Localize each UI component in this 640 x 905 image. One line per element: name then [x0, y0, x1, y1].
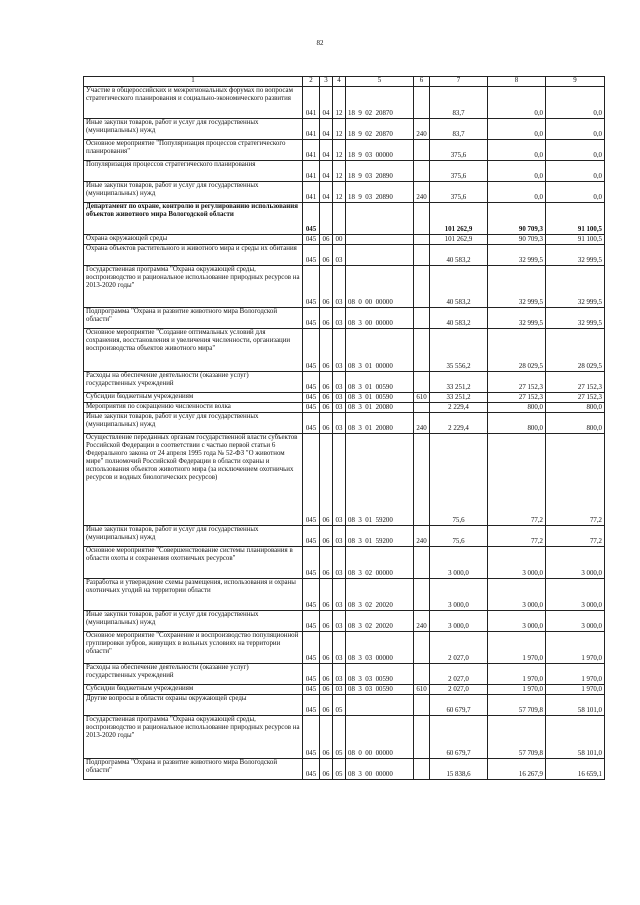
admin-code: 045	[303, 695, 320, 716]
amount-year-3: 1 970,0	[546, 664, 605, 685]
expense-type-code	[414, 203, 430, 235]
table-row	[84, 664, 605, 685]
expense-type-code	[414, 235, 430, 245]
amount-year-1: 33 251,2	[430, 372, 488, 393]
column-header: 8	[488, 77, 546, 87]
amount-year-2: 32 999,5	[488, 245, 546, 266]
amount-year-3: 28 029,5	[546, 329, 605, 372]
expense-type-code	[414, 547, 430, 579]
table-row	[84, 413, 605, 434]
column-header: 6	[414, 77, 430, 87]
amount-year-1: 3 000,0	[430, 547, 488, 579]
subsection-code: 03	[333, 632, 346, 664]
section-code: 06	[320, 434, 333, 526]
amount-year-3: 0,0	[546, 182, 605, 203]
amount-year-1: 83,7	[430, 87, 488, 119]
target-article-code: 08 3 01 00000	[346, 329, 414, 372]
section-code: 06	[320, 685, 333, 695]
admin-code: 045	[303, 245, 320, 266]
row-description: Мероприятия по сокращению численности волка	[84, 403, 303, 413]
target-article-code: 08 3 01 00590	[346, 393, 414, 403]
target-article-code	[346, 245, 414, 266]
row-description: Подпрограмма "Охрана и развитие животного мира Вологодской области"	[84, 308, 303, 329]
expense-type-code	[414, 759, 430, 780]
section-code: 06	[320, 716, 333, 759]
amount-year-1: 375,6	[430, 140, 488, 161]
amount-year-3: 91 100,5	[546, 203, 605, 235]
admin-code: 045	[303, 611, 320, 632]
subsection-code: 05	[333, 759, 346, 780]
expense-type-code	[414, 632, 430, 664]
section-code: 06	[320, 759, 333, 780]
amount-year-2: 0,0	[488, 161, 546, 182]
admin-code: 045	[303, 372, 320, 393]
target-article-code: 18 9 03 20890	[346, 161, 414, 182]
admin-code: 041	[303, 182, 320, 203]
target-article-code: 08 3 01 20080	[346, 403, 414, 413]
target-article-code: 08 0 00 00000	[346, 266, 414, 308]
subsection-code: 03	[333, 245, 346, 266]
target-article-code	[346, 235, 414, 245]
admin-code: 045	[303, 547, 320, 579]
amount-year-2: 27 152,3	[488, 372, 546, 393]
amount-year-1: 60 679,7	[430, 695, 488, 716]
subsection-code: 03	[333, 547, 346, 579]
amount-year-3: 0,0	[546, 119, 605, 140]
amount-year-3: 77,2	[546, 526, 605, 547]
amount-year-1: 83,7	[430, 119, 488, 140]
target-article-code	[346, 695, 414, 716]
expense-type-code	[414, 266, 430, 308]
section-code	[320, 203, 333, 235]
admin-code: 041	[303, 140, 320, 161]
amount-year-3: 58 101,0	[546, 716, 605, 759]
table-row	[84, 182, 605, 203]
subsection-code: 03	[333, 664, 346, 685]
target-article-code: 08 0 00 00000	[346, 716, 414, 759]
column-header: 9	[546, 77, 605, 87]
target-article-code: 08 3 00 00000	[346, 759, 414, 780]
subsection-code: 05	[333, 695, 346, 716]
amount-year-3: 32 999,5	[546, 245, 605, 266]
target-article-code: 08 3 03 00590	[346, 685, 414, 695]
expense-type-code: 240	[414, 526, 430, 547]
row-description: Другие вопросы в области охраны окружающей среды	[84, 695, 303, 716]
amount-year-3: 91 100,5	[546, 235, 605, 245]
section-code: 06	[320, 579, 333, 611]
amount-year-2: 57 709,8	[488, 716, 546, 759]
amount-year-3: 32 999,5	[546, 308, 605, 329]
budget-table	[83, 76, 605, 780]
amount-year-2: 3 000,0	[488, 579, 546, 611]
target-article-code	[346, 203, 414, 235]
row-description: Государственная программа "Охрана окружающей среды, воспроизводство и рациональное использование природных ресурсов на 2013-2020 годы"	[84, 266, 303, 308]
target-article-code: 08 3 01 20080	[346, 413, 414, 434]
admin-code: 045	[303, 329, 320, 372]
column-header: 3	[320, 77, 333, 87]
target-article-code: 08 3 01 59200	[346, 434, 414, 526]
amount-year-2: 90 709,3	[488, 203, 546, 235]
amount-year-2: 800,0	[488, 403, 546, 413]
amount-year-2: 27 152,3	[488, 393, 546, 403]
amount-year-2: 1 970,0	[488, 664, 546, 685]
amount-year-3: 27 152,3	[546, 372, 605, 393]
amount-year-2: 0,0	[488, 87, 546, 119]
amount-year-3: 3 000,0	[546, 579, 605, 611]
amount-year-3: 800,0	[546, 403, 605, 413]
row-description: Иные закупки товаров, работ и услуг для государственных (муниципальных) нужд	[84, 413, 303, 434]
admin-code: 045	[303, 413, 320, 434]
section-code: 06	[320, 329, 333, 372]
table-row	[84, 140, 605, 161]
expense-type-code	[414, 695, 430, 716]
target-article-code: 08 3 03 00590	[346, 664, 414, 685]
amount-year-1: 35 556,2	[430, 329, 488, 372]
section-code: 06	[320, 393, 333, 403]
expense-type-code	[414, 308, 430, 329]
table-row	[84, 547, 605, 579]
expense-type-code	[414, 329, 430, 372]
section-code: 04	[320, 182, 333, 203]
section-code: 06	[320, 632, 333, 664]
target-article-code: 18 9 02 20870	[346, 87, 414, 119]
subsection-code: 03	[333, 685, 346, 695]
amount-year-3: 3 000,0	[546, 611, 605, 632]
amount-year-1: 2 027,0	[430, 664, 488, 685]
amount-year-1: 33 251,2	[430, 393, 488, 403]
amount-year-3: 27 152,3	[546, 393, 605, 403]
amount-year-2: 0,0	[488, 140, 546, 161]
row-description: Расходы на обеспечение деятельности (оказание услуг) государственных учреждений	[84, 372, 303, 393]
subsection-code: 03	[333, 308, 346, 329]
amount-year-2: 3 000,0	[488, 611, 546, 632]
amount-year-2: 77,2	[488, 526, 546, 547]
expense-type-code	[414, 579, 430, 611]
section-code: 04	[320, 119, 333, 140]
column-header-row	[84, 77, 605, 87]
subsection-code: 12	[333, 119, 346, 140]
admin-code: 045	[303, 526, 320, 547]
admin-code: 045	[303, 632, 320, 664]
subsection-code: 03	[333, 434, 346, 526]
section-code: 06	[320, 235, 333, 245]
amount-year-3: 58 101,0	[546, 695, 605, 716]
table-row	[84, 611, 605, 632]
row-description: Популяризация процессов стратегического планирования	[84, 161, 303, 182]
row-description: Основное мероприятие "Создание оптимальных условий для сохранения, восстановления и увеличения численности, организации воспроизводства объектов животного мира"	[84, 329, 303, 372]
amount-year-1: 75,6	[430, 526, 488, 547]
table-row	[84, 695, 605, 716]
table-row	[84, 161, 605, 182]
row-description: Департамент по охране, контролю и регулированию использования объектов животного мира Вологодской области	[84, 203, 303, 235]
expense-type-code	[414, 664, 430, 685]
row-description: Охрана объектов растительного и животного мира и среды их обитания	[84, 245, 303, 266]
amount-year-3: 0,0	[546, 87, 605, 119]
admin-code: 045	[303, 434, 320, 526]
amount-year-2: 1 970,0	[488, 632, 546, 664]
subsection-code: 03	[333, 393, 346, 403]
amount-year-2: 16 267,9	[488, 759, 546, 780]
admin-code: 045	[303, 203, 320, 235]
row-description: Иные закупки товаров, работ и услуг для государственных (муниципальных) нужд	[84, 119, 303, 140]
table-row	[84, 329, 605, 372]
table-row	[84, 245, 605, 266]
expense-type-code	[414, 716, 430, 759]
target-article-code: 08 3 02 00000	[346, 547, 414, 579]
row-description: Субсидии бюджетным учреждениям	[84, 685, 303, 695]
admin-code: 045	[303, 403, 320, 413]
amount-year-2: 1 970,0	[488, 685, 546, 695]
subsection-code: 03	[333, 372, 346, 393]
target-article-code: 08 3 02 20020	[346, 579, 414, 611]
amount-year-3: 77,2	[546, 434, 605, 526]
amount-year-3: 1 970,0	[546, 632, 605, 664]
section-code: 06	[320, 413, 333, 434]
table-row	[84, 434, 605, 526]
row-description: Охрана окружающей среды	[84, 235, 303, 245]
section-code: 06	[320, 547, 333, 579]
section-code: 06	[320, 372, 333, 393]
expense-type-code	[414, 403, 430, 413]
amount-year-2: 77,2	[488, 434, 546, 526]
table-row	[84, 372, 605, 393]
section-code: 06	[320, 403, 333, 413]
target-article-code: 18 9 02 20870	[346, 119, 414, 140]
column-header: 5	[346, 77, 414, 87]
column-header: 1	[84, 77, 303, 87]
section-code: 06	[320, 695, 333, 716]
subsection-code: 03	[333, 611, 346, 632]
subsection-code: 03	[333, 329, 346, 372]
amount-year-1: 2 229,4	[430, 403, 488, 413]
row-description: Осуществление переданных органам государственной власти субъектов Российской Федерации в соответствии с частью первой статьи 6 Федерального закона от 24 апреля 1995 года № 52-ФЗ "О животном мире" полномочий Российской Федерации в области охраны и использования объектов животного мира (за исключением охотничьих ресурсов и водных биологических ресурсов)	[84, 434, 303, 526]
amount-year-1: 3 000,0	[430, 579, 488, 611]
expense-type-code	[414, 245, 430, 266]
section-code: 04	[320, 87, 333, 119]
table-body	[84, 77, 605, 780]
row-description: Основное мероприятие "Совершенствование системы планирования в области охоты и сохранения охотничьих ресурсов"	[84, 547, 303, 579]
table-row	[84, 308, 605, 329]
admin-code: 045	[303, 266, 320, 308]
amount-year-2: 3 000,0	[488, 547, 546, 579]
section-code: 06	[320, 266, 333, 308]
amount-year-1: 40 583,2	[430, 245, 488, 266]
subsection-code: 03	[333, 266, 346, 308]
amount-year-1: 375,6	[430, 161, 488, 182]
section-code: 06	[320, 526, 333, 547]
section-code: 04	[320, 140, 333, 161]
target-article-code: 08 3 02 20020	[346, 611, 414, 632]
admin-code: 041	[303, 87, 320, 119]
row-description: Разработка и утверждение схемы размещения, использования и охраны охотничьих угодий на территории области	[84, 579, 303, 611]
table-row	[84, 87, 605, 119]
page-number: 82	[316, 39, 324, 47]
row-description: Субсидии бюджетным учреждениям	[84, 393, 303, 403]
amount-year-1: 60 679,7	[430, 716, 488, 759]
expense-type-code: 240	[414, 611, 430, 632]
subsection-code: 12	[333, 161, 346, 182]
amount-year-1: 375,6	[430, 182, 488, 203]
amount-year-3: 1 970,0	[546, 685, 605, 695]
amount-year-3: 32 999,5	[546, 266, 605, 308]
subsection-code: 12	[333, 87, 346, 119]
amount-year-2: 32 999,5	[488, 308, 546, 329]
target-article-code: 18 9 03 20890	[346, 182, 414, 203]
amount-year-1: 15 838,6	[430, 759, 488, 780]
subsection-code: 03	[333, 579, 346, 611]
row-description: Основное мероприятие "Популяризация процессов стратегического планирования"	[84, 140, 303, 161]
amount-year-3: 3 000,0	[546, 547, 605, 579]
amount-year-2: 90 709,3	[488, 235, 546, 245]
amount-year-3: 800,0	[546, 413, 605, 434]
subsection-code	[333, 203, 346, 235]
expense-type-code: 610	[414, 393, 430, 403]
table-row	[84, 579, 605, 611]
table-row	[84, 685, 605, 695]
amount-year-1: 101 262,9	[430, 203, 488, 235]
table-row	[84, 716, 605, 759]
amount-year-1: 2 027,0	[430, 685, 488, 695]
amount-year-3: 0,0	[546, 140, 605, 161]
target-article-code: 08 3 03 00000	[346, 632, 414, 664]
amount-year-3: 16 659,1	[546, 759, 605, 780]
table-row	[84, 203, 605, 235]
subsection-code: 12	[333, 182, 346, 203]
column-header: 2	[303, 77, 320, 87]
row-description: Расходы на обеспечение деятельности (оказание услуг) государственных учреждений	[84, 664, 303, 685]
amount-year-1: 3 000,0	[430, 611, 488, 632]
expense-type-code	[414, 140, 430, 161]
amount-year-1: 40 583,2	[430, 266, 488, 308]
expense-type-code: 240	[414, 182, 430, 203]
admin-code: 041	[303, 161, 320, 182]
row-description: Подпрограмма "Охрана и развитие животного мира Вологодской области"	[84, 759, 303, 780]
table-row	[84, 393, 605, 403]
amount-year-3: 0,0	[546, 161, 605, 182]
amount-year-2: 0,0	[488, 182, 546, 203]
row-description: Участие в общероссийских и межрегиональных форумах по вопросам стратегического планирования и социально-экономического развития	[84, 87, 303, 119]
admin-code: 045	[303, 308, 320, 329]
table-row	[84, 119, 605, 140]
subsection-code: 00	[333, 235, 346, 245]
admin-code: 041	[303, 119, 320, 140]
admin-code: 045	[303, 579, 320, 611]
target-article-code: 08 3 00 00000	[346, 308, 414, 329]
row-description: Иные закупки товаров, работ и услуг для государственных (муниципальных) нужд	[84, 611, 303, 632]
expense-type-code	[414, 434, 430, 526]
section-code: 06	[320, 664, 333, 685]
table-row	[84, 759, 605, 780]
admin-code: 045	[303, 716, 320, 759]
table-row	[84, 632, 605, 664]
admin-code: 045	[303, 664, 320, 685]
target-article-code: 18 9 03 00000	[346, 140, 414, 161]
section-code: 06	[320, 308, 333, 329]
amount-year-1: 101 262,9	[430, 235, 488, 245]
row-description: Иные закупки товаров, работ и услуг для государственных (муниципальных) нужд	[84, 526, 303, 547]
row-description: Государственная программа "Охрана окружающей среды, воспроизводство и рациональное использование природных ресурсов на 2013-2020 годы"	[84, 716, 303, 759]
expense-type-code: 240	[414, 119, 430, 140]
column-header: 4	[333, 77, 346, 87]
section-code: 04	[320, 161, 333, 182]
subsection-code: 03	[333, 526, 346, 547]
amount-year-1: 40 583,2	[430, 308, 488, 329]
target-article-code: 08 3 01 00590	[346, 372, 414, 393]
admin-code: 045	[303, 235, 320, 245]
subsection-code: 12	[333, 140, 346, 161]
table-row	[84, 235, 605, 245]
table-row	[84, 526, 605, 547]
row-description: Основное мероприятие "Сохранение и воспроизводство популяционной группировки зубров, живущих в вольных условиях на территории области"	[84, 632, 303, 664]
target-article-code: 08 3 01 59200	[346, 526, 414, 547]
amount-year-2: 28 029,5	[488, 329, 546, 372]
section-code: 06	[320, 245, 333, 266]
table-row	[84, 266, 605, 308]
subsection-code: 03	[333, 403, 346, 413]
subsection-code: 03	[333, 413, 346, 434]
amount-year-1: 2 229,4	[430, 413, 488, 434]
amount-year-2: 57 709,8	[488, 695, 546, 716]
expense-type-code	[414, 161, 430, 182]
amount-year-2: 800,0	[488, 413, 546, 434]
expense-type-code	[414, 87, 430, 119]
admin-code: 045	[303, 759, 320, 780]
amount-year-1: 75,6	[430, 434, 488, 526]
column-header: 7	[430, 77, 488, 87]
subsection-code: 05	[333, 716, 346, 759]
expense-type-code: 610	[414, 685, 430, 695]
table-row	[84, 403, 605, 413]
row-description: Иные закупки товаров, работ и услуг для государственных (муниципальных) нужд	[84, 182, 303, 203]
amount-year-1: 2 027,0	[430, 632, 488, 664]
amount-year-2: 0,0	[488, 119, 546, 140]
admin-code: 045	[303, 393, 320, 403]
admin-code: 045	[303, 685, 320, 695]
expense-type-code	[414, 372, 430, 393]
section-code: 06	[320, 611, 333, 632]
amount-year-2: 32 999,5	[488, 266, 546, 308]
expense-type-code: 240	[414, 413, 430, 434]
